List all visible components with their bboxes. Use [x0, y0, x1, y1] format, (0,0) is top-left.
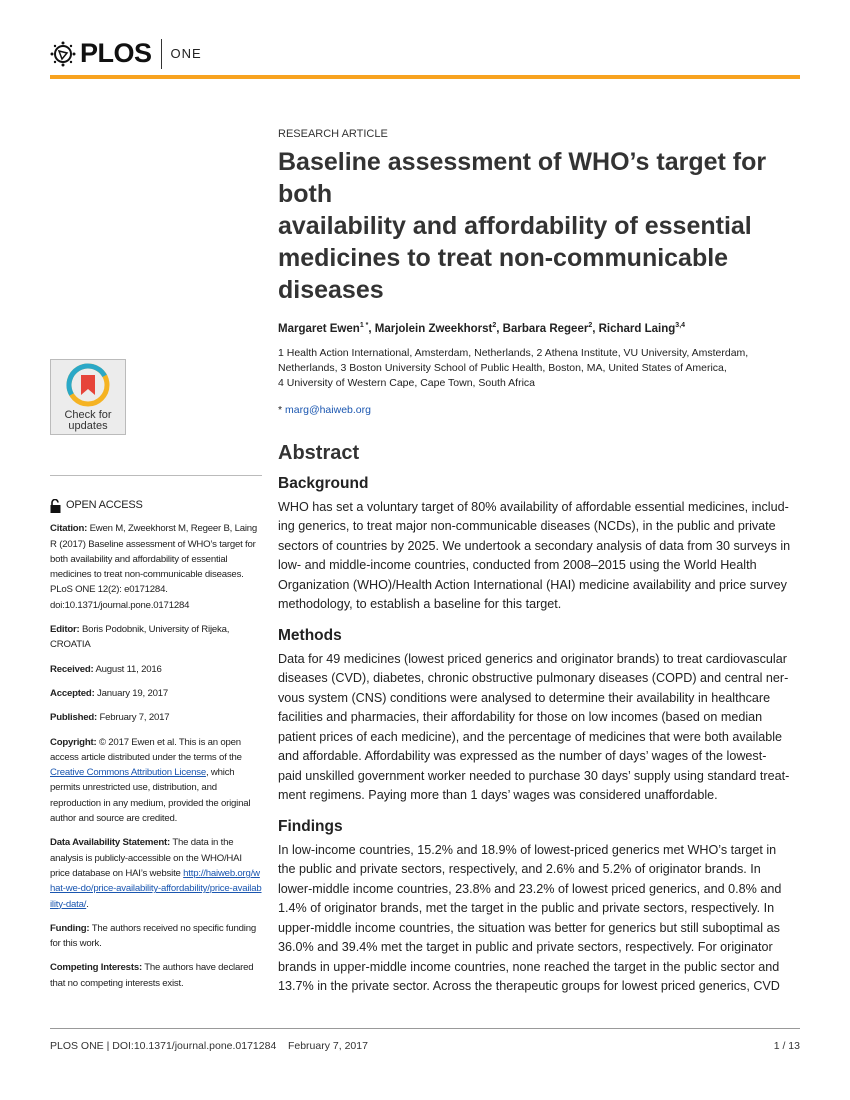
text-line: 1.4% of originator brands, met the target in the public and private sectors, respectively. In — [278, 901, 775, 916]
title-line: diseases — [278, 276, 384, 304]
section-heading: Methods — [278, 626, 342, 644]
text-line: 36.0% and 39.4% met the target in public and private sectors, respectively. For originator — [278, 940, 773, 955]
funding-label: Funding: — [50, 922, 90, 934]
text-line: diseases (CVD), diabetes, chronic obstructive pulmonary diseases (COPD) and central ner- — [278, 671, 789, 686]
author: Margaret Ewen — [278, 322, 360, 335]
text-line: sectors of countries by 2025. We undertook a secondary analysis of data from 30 surveys in — [278, 538, 791, 553]
author-sup: 2 — [588, 322, 593, 329]
published-date: February 7, 2017 — [97, 712, 170, 724]
open-access — [50, 498, 262, 513]
section-heading: Findings — [278, 817, 343, 835]
article-info-sidebar — [50, 490, 262, 1000]
logo-journal: ONE — [170, 46, 202, 61]
editor — [50, 622, 262, 653]
check-for-updates-badge[interactable] — [50, 359, 126, 435]
author: Barbara Regeer — [502, 322, 589, 335]
text-line: low- and middle-income countries, conducted from 2008–2015 using the World Health — [278, 558, 757, 573]
copyright-text-end: , which permits unrestricted use, distribution, and reproduction in any medium, provided the original author and source are credited. — [50, 767, 251, 825]
accepted — [50, 686, 262, 701]
author-sup: 1 * — [359, 322, 369, 329]
competing-interests — [50, 960, 262, 991]
text-line: Data for 49 medicines (lowest priced generics and originator brands) to treat cardiovascular — [278, 651, 787, 666]
badge-line2: updates — [68, 420, 108, 432]
sidebar-divider — [50, 475, 262, 476]
author-sup: 3,4 — [675, 322, 686, 329]
section-paragraph — [278, 498, 803, 615]
text-line: Organization (WHO)/Health Action International (HAI) medicine availability and price survey — [278, 577, 787, 592]
logo-plos: PLOS — [80, 38, 152, 68]
editor-label: Editor: — [50, 624, 80, 636]
text-line: facilities and pharmacies, their affordability for those on low incomes (based on median — [278, 710, 763, 725]
citation — [50, 521, 262, 613]
license-link[interactable]: Creative Commons Attribution License — [50, 767, 206, 779]
text-line: 13.7% in the private sector. Across the therapeutic groups for lowest priced generics, CVD — [278, 979, 780, 994]
email-star: * — [278, 403, 283, 416]
data-availability-end: . — [86, 898, 89, 910]
editor-text: Boris Podobnik, University of Rijeka, CROATIA — [50, 624, 230, 651]
affiliation-line: Netherlands, 3 Boston University School of Public Health, Boston, MA, United States of America, — [278, 361, 727, 374]
title-line: medicines to treat non-communicable — [278, 244, 729, 272]
open-lock-icon — [50, 499, 61, 513]
text-line: In low-income countries, 15.2% and 18.9% of lowest-priced generics met WHO’s target in — [278, 842, 777, 857]
text-line: the public and private sectors, respectively, and 2.6% and 5.2% of originator brands. In — [278, 862, 761, 877]
badge-line1: Check for — [64, 409, 112, 421]
abstract-sections — [278, 475, 803, 997]
text-line: ing generics, to treat major non-communicable diseases (NCDs), in the public and private — [278, 519, 776, 534]
footer-divider — [50, 1028, 800, 1029]
funding-text: The authors received no specific funding for this work. — [50, 922, 256, 950]
affiliation-line: 1 Health Action International, Amsterdam, Netherlands, 2 Athena Institute, VU University, Amsterdam, — [278, 346, 749, 359]
accepted-label: Accepted: — [50, 687, 95, 699]
affiliation-line: 4 University of Western Cape, Cape Town, South Africa — [278, 376, 535, 389]
section-paragraph — [278, 841, 803, 997]
received-label: Received: — [50, 663, 94, 675]
copyright-label: Copyright: — [50, 736, 97, 748]
author-sup: 2 — [492, 322, 497, 329]
data-availability-label: Data Availability Statement: — [50, 837, 171, 849]
data-availability-text: The data in the analysis is publicly-accessible on the WHO/HAI price database on HAI’s website — [50, 837, 242, 879]
citation-text: Ewen M, Zweekhorst M, Regeer B, Laing R (2017) Baseline assessment of WHO’s target for both availability and affordability of essential medicines to treat non-communicable diseases. PLoS ONE 12(2): e0171284. doi:10.1371/journal.pone.0171284 — [50, 523, 258, 611]
title-line: Baseline assessment of WHO’s target for both — [278, 148, 767, 208]
section-paragraph — [278, 650, 803, 806]
article-title — [278, 146, 803, 306]
accepted-date: January 19, 2017 — [94, 687, 169, 699]
abstract-heading: Abstract — [278, 441, 360, 464]
title-line: availability and affordability of essential — [278, 212, 752, 240]
citation-label: Citation: — [50, 523, 88, 535]
corresponding-email — [278, 404, 803, 416]
competing-text: The authors have declared that no competing interests exist. — [50, 962, 254, 989]
text-line: ment regimens. Paying more than 1 days’ wages was considered unaffordable. — [278, 788, 718, 803]
author: Richard Laing — [598, 322, 676, 335]
data-link[interactable]: http://haiweb.org/what-we-do/price-availability-affordability/price-availability-data/ — [50, 867, 262, 910]
received-date: August 11, 2016 — [93, 663, 162, 675]
copyright — [50, 735, 262, 827]
text-line: methodology, to establish a baseline for this target. — [278, 597, 562, 612]
article-type: RESEARCH ARTICLE — [278, 128, 388, 140]
text-line: paid unskilled government worker needed to purchase 30 days’ supply using standard treat- — [278, 768, 790, 783]
funding — [50, 921, 262, 952]
text-line: and affordable. Affordability was expressed as the number of days’ wages of the lowest- — [278, 749, 767, 764]
text-line: WHO has set a voluntary target of 80% availability of affordable essential medicines, includ- — [278, 499, 789, 514]
open-access-label: OPEN ACCESS — [66, 499, 143, 511]
received — [50, 662, 262, 677]
footer-citation: PLOS ONE | DOI:10.1371/journal.pone.0171284 February 7, 2017 — [50, 1040, 368, 1052]
author-list: Margaret Ewen$^{1 *}$, Marjolein Zweekhorst$^2$, Barbara Regeer$^2$, Richard Laing$^{3,4}$ — [278, 322, 686, 335]
published — [50, 710, 262, 725]
header-accent-bar — [50, 75, 800, 79]
published-label: Published: — [50, 712, 98, 724]
author: Marjolein Zweekhorst — [374, 322, 493, 335]
plos-one-logo — [50, 38, 202, 69]
text-line: patient prices of each medicine), and the percentage of medicines that were both available — [278, 729, 783, 744]
text-line: lower-middle income countries, 23.8% and 23.2% of lowest priced generics, and 0.8% and — [278, 881, 782, 896]
plos-logo-icon — [50, 41, 76, 67]
copyright-text: © 2017 Ewen et al. This is an open access article distributed under the terms of the — [50, 736, 242, 763]
page-footer — [50, 1040, 800, 1052]
bookmark-icon — [66, 363, 110, 407]
data-availability — [50, 835, 262, 911]
section-heading: Background — [278, 474, 369, 492]
competing-label: Competing Interests: — [50, 962, 142, 974]
email-link[interactable]: marg@haiweb.org — [285, 403, 371, 416]
affiliations — [278, 346, 803, 391]
page-number: 1 / 13 — [773, 1040, 800, 1052]
text-line: vous system (CNS) conditions were analysed to determine their availability in healthcare — [278, 690, 771, 705]
text-line: brands in upper-middle income countries, none reached the target in the public sector and — [278, 959, 780, 974]
text-line: upper-middle income countries, the situation was better for generics but still suboptimal as — [278, 920, 780, 935]
logo-divider — [161, 39, 162, 69]
main-column — [278, 128, 803, 1009]
